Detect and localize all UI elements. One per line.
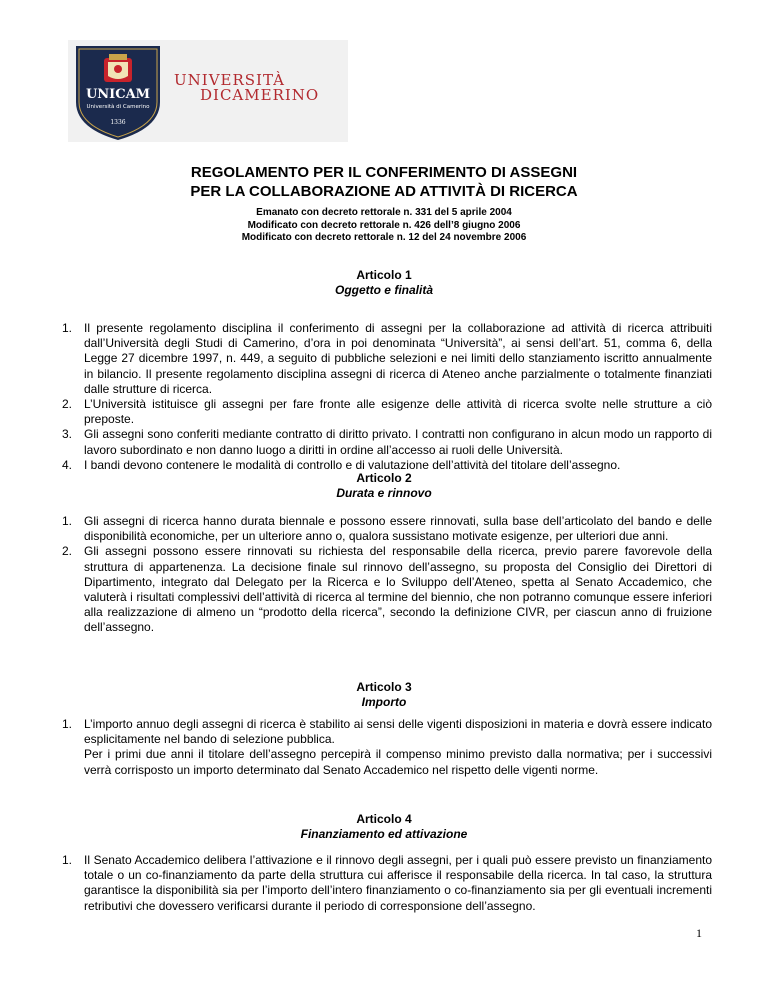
- document-subtitle: [0, 207, 768, 245]
- item-text: L’importo annuo degli assegni di ricerca è stabilito ai sensi delle vigenti disposizioni in materia e dovrà essere indicato esplicitamente nel bando di selezione pubblica.: [84, 717, 712, 747]
- subtitle-line-1: Emanato con decreto rettorale n. 331 del 5 aprile 2004: [256, 207, 512, 218]
- item-text: Gli assegni di ricerca hanno durata biennale e possono essere rinnovati, sulla base dell’articolato del bando e delle disponibilità economiche, per un ulteriore anno o, qualora sussistano motivate esigenze, per ulteriori due anni.: [84, 514, 712, 544]
- list-item: [62, 397, 712, 427]
- item-number: 2.: [62, 397, 73, 412]
- svg-text:UNICAM: UNICAM: [85, 87, 151, 102]
- item-text-continued: Per i primi due anni il titolare dell’assegno percepirà il compenso minimo previsto dalla normativa; per i successivi verrà corrisposto un importo determinato dal Senato Accademico nel rispetto delle vigenti norme.: [84, 747, 712, 777]
- svg-text:1336: 1336: [110, 119, 126, 126]
- document-title: [0, 163, 768, 201]
- article-3-subtitle: Importo: [361, 695, 407, 709]
- item-number: 3.: [62, 427, 73, 442]
- unicam-shield-logo: [68, 40, 168, 142]
- header-logo: [68, 40, 348, 142]
- page-number: 1: [696, 926, 702, 940]
- article-3-heading: [0, 680, 768, 710]
- subtitle-line-3: Modificato con decreto rettorale n. 12 del 24 novembre 2006: [241, 232, 527, 243]
- subtitle-line-2: Modificato con decreto rettorale n. 426 dell’8 giugno 2006: [247, 219, 521, 231]
- list-item: [62, 544, 712, 635]
- item-number: 1.: [62, 853, 73, 867]
- list-item: [62, 717, 712, 778]
- title-line-2: PER LA COLLABORAZIONE AD ATTIVITÀ DI RICERCA: [190, 183, 578, 200]
- item-text: I bandi devono contenere le modalità di controllo e di valutazione dell’attività del titolare dell’assegno.: [84, 457, 621, 472]
- svg-text:Università di Camerino: Università di Camerino: [86, 104, 150, 110]
- article-2-list: [62, 514, 712, 636]
- article-4-list: [62, 853, 712, 914]
- article-1-list: [62, 321, 712, 473]
- list-item: [62, 514, 712, 544]
- item-text: Gli assegni sono conferiti mediante contratto di diritto privato. I contratti non configurano in alcun modo un rapporto di lavoro subordinato e non danno luogo a diritti in ordine all’accesso ai ruoli delle Università.: [84, 427, 712, 457]
- title-line-1: REGOLAMENTO PER IL CONFERIMENTO DI ASSEGNI: [190, 164, 578, 181]
- item-number: 4.: [62, 457, 73, 472]
- list-item: [62, 321, 712, 397]
- item-number: 1.: [62, 514, 73, 528]
- article-1-title: Articolo 1: [356, 268, 412, 282]
- item-number: 2.: [62, 544, 73, 559]
- list-item: [62, 853, 712, 914]
- item-number: 1.: [62, 321, 73, 335]
- item-text: Gli assegni possono essere rinnovati su richiesta del responsabile della ricerca, previo parere favorevole della struttura di appartenenza. La decisione finale sul rinnovo dell’assegno, su proposta del Consiglio dei Direttori di Dipartimento, integrato dal Delegato per la Ricerca e lo Sviluppo dell’Ateneo, spetta al Senato Accademico, che valuterà i risultati complessivi dell’attività di ricerca al termine del biennio, che non potranno comunque essere inferiori alla realizzazione di almeno un “prodotto della ricerca”, secondo la definizione CIVR, per ciascun anno di fruizione dell’assegno.: [84, 544, 712, 635]
- item-text: L’Università istituisce gli assegni per fare fronte alle esigenze delle attività di ricerca svolte nelle strutture a ciò preposte.: [84, 397, 712, 427]
- university-wordmark: [174, 73, 319, 103]
- article-2-title: Articolo 2: [356, 471, 412, 485]
- article-2-subtitle: Durata e rinnovo: [336, 486, 432, 500]
- article-2-heading: [0, 471, 768, 501]
- article-1-subtitle: Oggetto e finalità: [334, 283, 433, 297]
- article-4-subtitle: Finanziamento ed attivazione: [300, 827, 468, 841]
- item-text: Il presente regolamento disciplina il conferimento di assegni per la collaborazione ad attività di ricerca attribuiti dall’Università degli Studi di Camerino, d’ora in poi denominata “Università”, ai sensi dell’art. 51, comma 6, della Legge 27 dicembre 1997, n. 449, a seguito di pubbliche selezioni e nei limiti dello stanziamento iscritto annualmente in bilancio. Il presente regolamento disciplina assegni di ricerca di Ateneo anche parzialmente o totalmente finanziati dalle strutture di ricerca.: [84, 321, 712, 396]
- item-text: Il Senato Accademico delibera l’attivazione e il rinnovo degli assegni, per i quali può essere previsto un finanziamento totale o un co-finanziamento da parte della struttura cui afferisce il responsabile della ricerca. In tal caso, la struttura garantisce la disponibilità sia per l’importo dell’intero finanziamento o co-finanziamento sia per gli eventuali incrementi retributivi che dovessero verificarsi durante il periodo di corresponsione dell’assegno.: [84, 853, 712, 913]
- article-3-list: [62, 717, 712, 778]
- list-item: [62, 427, 712, 457]
- article-3-title: Articolo 3: [356, 680, 412, 694]
- article-4-heading: [0, 812, 768, 842]
- article-4-title: Articolo 4: [356, 812, 412, 826]
- wordmark-line-2: DICAMERINO: [200, 86, 320, 104]
- wordmark-line-1: UNIVERSITÀ: [174, 71, 285, 89]
- item-number: 1.: [62, 717, 73, 731]
- article-1-heading: [0, 268, 768, 298]
